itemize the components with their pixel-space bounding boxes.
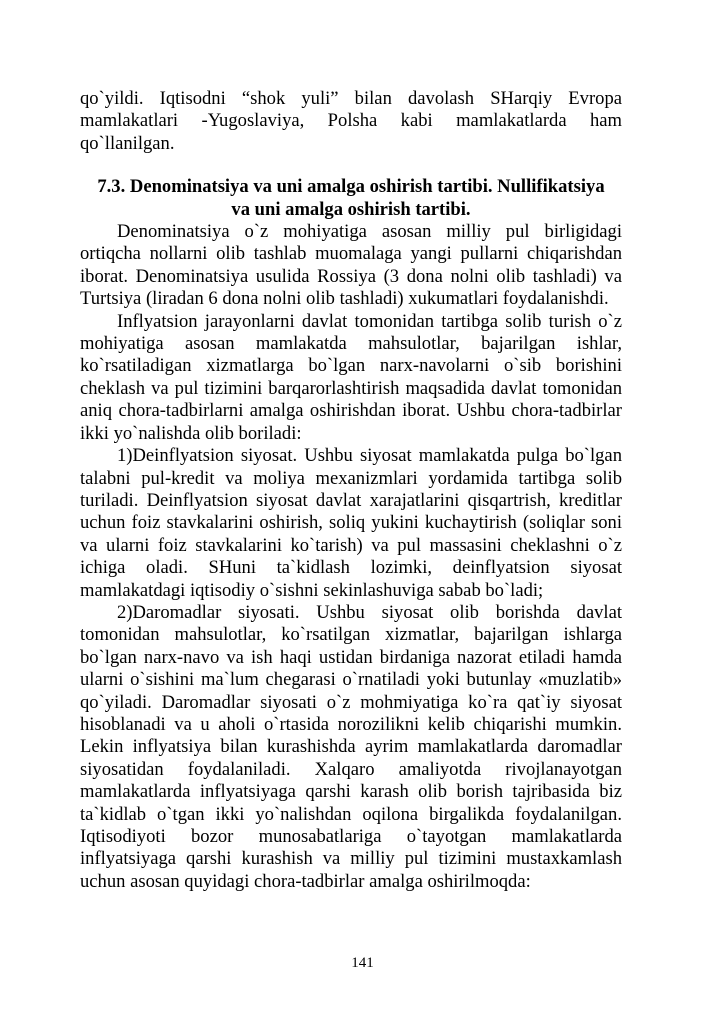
paragraph-income-policy: 2)Daromadlar siyosati. Ushbu siyosat olib borishda davlat tomonidan mahsulotlar, ko`rsatilgan xizmatlar, bajarilgan ishlarga bo`lgan narx-navo va ish haqi ustidan birdaniga nazorat etiladi hamda ularni o`sishini ma`lum chegarasi o`rnatiladi yoki butunlay «muzlatib» qo`yiladi. Daromadlar siyosati o`z mohmiyatiga ko`ra qat`iy siyosat hisoblanadi va u aholi o`rtasida norozilikni kelib chiqarishi mumkin. Lekin inflyatsiya bilan kurashishda ayrim mamlakatlarda daromadlar siyosatidan foydalaniladi. Xalqaro amaliyotda rivojlanayotgan mamlakatlarda inflyatsiyaga qarshi karash olib borish tajribasida biz ta`kidlab o`tgan ikki yo`nalishdan oqilona birgalikda foydalanilgan. Iqtisodiyoti bozor munosabatlariga o`tayotgan mamlakatlarda inflyatsiyaga qarshi kurashish va milliy pul tizimini mustaxkamlash uchun asosan quyidagi chora-tadbirlar amalga oshirilmoqda: [80,601,622,892]
paragraph-deflation-policy: 1)Deinflyatsion siyosat. Ushbu siyosat mamlakatda pulga bo`lgan talabni pul-kredit va moliya mexanizmlari yordamida tartibga solib turiladi. Deinflyatsion siyosat davlat xarajatlarini qisqartrish, kreditlar uchun foiz stavkalarini oshirish, soliq yukini kuchaytirish (soliqlar soni va ularni foiz stavkalarini ko`tarish) va pul massasini cheklashni o`z ichiga oladi. SHuni ta`kidlash lozimki, deinflyatsion siyosat mamlakatdagi iqtisodiy o`sishni sekinlashuviga sabab bo`ladi; [80,445,622,601]
continuation-paragraph: qo`yildi. Iqtisodni “shok yuli” bilan davolash SHarqiy Evropa mamlakatlari -Yugoslaviya, Polsha kabi mamlakatlarda ham qo`llanilgan. [80,88,622,154]
section-heading-line2: va uni amalga oshirish tartibi. [231,198,471,220]
page-number: 141 [351,955,374,971]
section-heading-line1: 7.3. Denominatsiya va uni amalga oshirish tartibi. Nullifikatsiya [97,176,605,198]
paragraph-inflation-regulation: Inflyatsion jarayonlarni davlat tomonidan tartibga solib turish o`z mohiyatiga asosan mamlakatda mahsulotlar, bajarilgan ishlar, ko`rsatiladigan xizmatlarga bo`lgan narx-navolarni o`sib borishini cheklash va pul tizimini barqarorlashtirish maqsadida davlat tomonidan aniq chora-tadbirlarni amalga oshirishdan iborat. Ushbu chora-tadbirlar ikki yo`nalishda olib boriladi: [80,310,622,444]
section-heading [80,176,622,221]
paragraph-denomination: Denominatsiya o`z mohiyatiga asosan milliy pul birligidagi ortiqcha nollarni olib tashlab muomalaga yangi pullarni chiqarishdan iborat. Denominatsiya usulida Rossiya (3 dona nolni olib tashladi) va Turtsiya (liradan 6 dona nolni olib tashladi) xukumatlari foydalanishdi. [80,221,622,310]
page-body [80,88,622,893]
